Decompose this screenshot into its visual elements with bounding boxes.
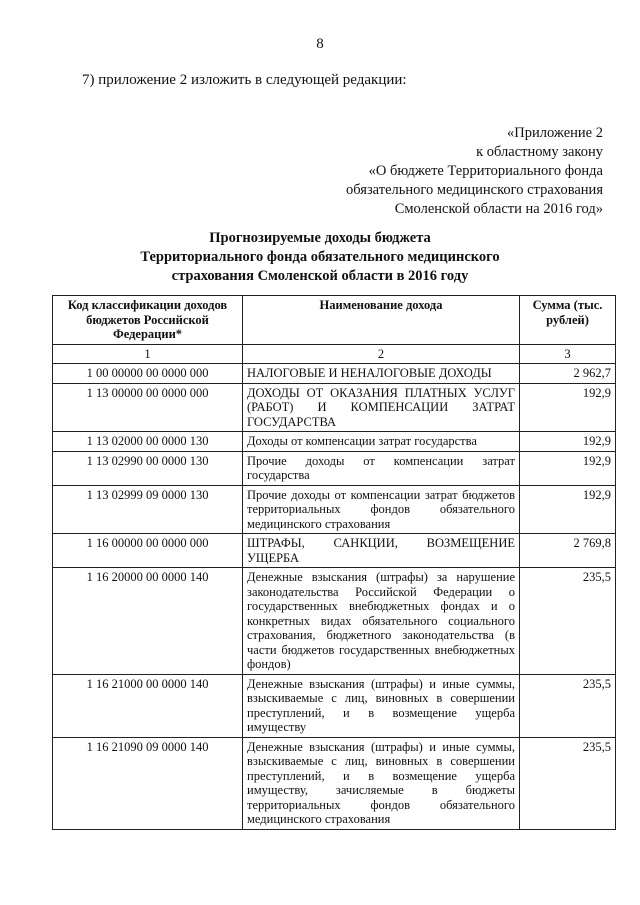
appendix-line: «Приложение 2 [507, 125, 603, 141]
table-row [53, 383, 616, 432]
row-name: ДОХОДЫ ОТ ОКАЗАНИЯ ПЛАТНЫХ УСЛУГ (РАБОТ) И КОМПЕНСАЦИИ ЗАТРАТ ГОСУДАРСТВА [243, 383, 520, 432]
document-title [0, 229, 640, 286]
row-name: Денежные взыскания (штрафы) и иные суммы, взыскиваемые с лиц, виновных в совершении преступлений, и в возмещение ущерба имуществу, зачисляемые в бюджеты территориальных фондов обязательного медицинского страхования [243, 737, 520, 829]
table-row [53, 451, 616, 485]
row-code: 1 16 21090 09 0000 140 [53, 737, 243, 829]
row-code: 1 16 21000 00 0000 140 [53, 674, 243, 737]
table-row [53, 432, 616, 452]
row-code: 1 13 02000 00 0000 130 [53, 432, 243, 452]
row-sum: 192,9 [520, 383, 616, 432]
row-name: Денежные взыскания (штрафы) за нарушение законодательства Российской Федерации о государственных внебюджетных фондах и о конкретных видах обязательного социального страхования, бюджетного законодательства (в части бюджетов государственных внебюджетных фондов) [243, 568, 520, 675]
row-name: Денежные взыскания (штрафы) и иные суммы, взыскиваемые с лиц, виновных в совершении преступлений, и в возмещение ущерба имуществу [243, 674, 520, 737]
table-header-row [53, 296, 616, 345]
page-number: 8 [316, 36, 324, 52]
row-sum: 2 769,8 [520, 534, 616, 568]
column-number-row [53, 344, 616, 364]
table-row [53, 674, 616, 737]
row-sum: 192,9 [520, 451, 616, 485]
title-line: Прогнозируемые доходы бюджета [209, 230, 431, 246]
column-number: 1 [53, 344, 243, 364]
appendix-line: «О бюджете Территориального фонда [368, 163, 603, 179]
column-number: 3 [520, 344, 616, 364]
row-sum: 2 962,7 [520, 364, 616, 384]
row-sum: 235,5 [520, 737, 616, 829]
table-row [53, 568, 616, 675]
row-name: Доходы от компенсации затрат государства [243, 432, 520, 452]
row-name: Прочие доходы от компенсации затрат бюджетов территориальных фондов обязательного медицинского страхования [243, 485, 520, 534]
header-code: Код классификации доходов бюджетов Российской Федерации* [53, 296, 243, 345]
appendix-line: Смоленской области на 2016 год» [394, 201, 603, 217]
row-code: 1 00 00000 00 0000 000 [53, 364, 243, 384]
row-name: НАЛОГОВЫЕ И НЕНАЛОГОВЫЕ ДОХОДЫ [243, 364, 520, 384]
row-sum: 235,5 [520, 674, 616, 737]
row-code: 1 13 02999 09 0000 130 [53, 485, 243, 534]
table-row [53, 364, 616, 384]
row-code: 1 16 00000 00 0000 000 [53, 534, 243, 568]
row-sum: 192,9 [520, 432, 616, 452]
income-table [52, 295, 616, 830]
header-sum: Сумма (тыс. рублей) [520, 296, 616, 345]
table-row [53, 485, 616, 534]
row-code: 1 13 00000 00 0000 000 [53, 383, 243, 432]
row-name: Прочие доходы от компенсации затрат государства [243, 451, 520, 485]
appendix-heading [346, 124, 603, 219]
appendix-line: обязательного медицинского страхования [346, 182, 603, 198]
title-line: страхования Смоленской области в 2016 году [171, 268, 469, 284]
row-code: 1 13 02990 00 0000 130 [53, 451, 243, 485]
row-sum: 235,5 [520, 568, 616, 675]
row-code: 1 16 20000 00 0000 140 [53, 568, 243, 675]
title-line: Территориального фонда обязательного медицинского [140, 249, 500, 265]
row-name: ШТРАФЫ, САНКЦИИ, ВОЗМЕЩЕНИЕ УЩЕРБА [243, 534, 520, 568]
amendment-intro: 7) приложение 2 изложить в следующей редакции: [82, 72, 407, 88]
table-row [53, 737, 616, 829]
column-number: 2 [243, 344, 520, 364]
appendix-line: к областному закону [476, 144, 603, 160]
header-name: Наименование дохода [243, 296, 520, 345]
row-sum: 192,9 [520, 485, 616, 534]
table-row [53, 534, 616, 568]
